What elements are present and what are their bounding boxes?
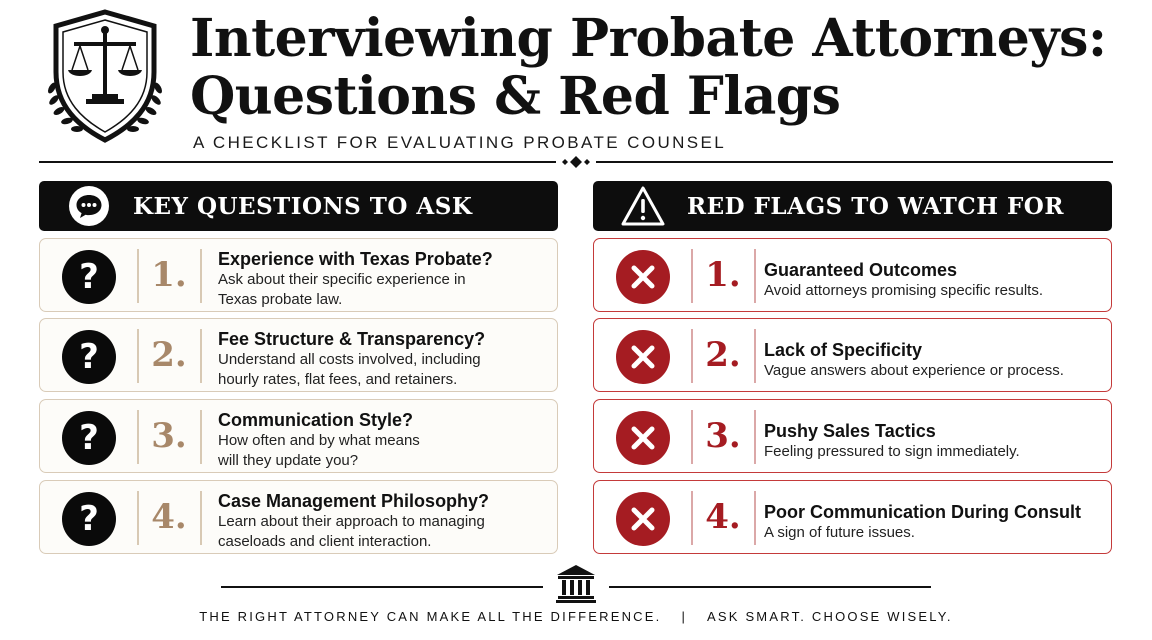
question-card-4 (39, 480, 558, 554)
question-description-line-2: caseloads and client interaction. (218, 533, 432, 550)
page-title (190, 10, 1107, 126)
question-description-line-1: Understand all costs involved, including (218, 351, 481, 368)
courthouse-icon (555, 563, 597, 603)
question-number: 3. (151, 416, 187, 456)
question-description-line-1: Ask about their specific experience in (218, 271, 466, 288)
footer-divider-right (609, 586, 931, 588)
svg-text:?: ? (79, 499, 99, 539)
question-card-3 (39, 399, 558, 473)
red-flag-title: Poor Communication During Consult (764, 502, 1081, 522)
question-description-line-1: How often and by what means (218, 432, 420, 449)
question-description-line-2: will they update you? (218, 452, 359, 469)
red-flag-card-3 (593, 399, 1112, 473)
question-description-line-1: Learn about their approach to managing (218, 513, 485, 530)
footer-tagline-left: THE RIGHT ATTORNEY CAN MAKE ALL THE DIFFERENCE. (199, 609, 662, 624)
red-flag-description: Vague answers about experience or process. (764, 362, 1064, 379)
scales-of-justice-emblem-icon (42, 8, 168, 146)
svg-text:?: ? (79, 337, 99, 377)
footer-tagline-right: ASK SMART. CHOOSE WISELY. (707, 609, 953, 624)
question-description-line-2: hourly rates, flat fees, and retainers. (218, 371, 458, 388)
footer-separator: | (681, 609, 688, 624)
svg-text:?: ? (79, 257, 99, 297)
x-mark-icon (616, 330, 670, 384)
chat-bubble-icon (67, 184, 111, 228)
question-mark-icon (62, 411, 116, 465)
red-flag-description: Avoid attorneys promising specific results. (764, 282, 1044, 299)
red-flag-number: 2. (705, 335, 741, 375)
red-flag-card-2 (593, 318, 1112, 392)
page-subtitle: A CHECKLIST FOR EVALUATING PROBATE COUNSEL (193, 133, 727, 152)
x-mark-icon (616, 250, 670, 304)
red-flag-description: Feeling pressured to sign immediately. (764, 443, 1020, 460)
page-title-line-1: Interviewing Probate Attorneys: (190, 8, 1107, 69)
x-mark-icon (616, 411, 670, 465)
x-mark-icon (616, 492, 670, 546)
page-title-line-2: Questions & Red Flags (190, 66, 841, 127)
question-number: 1. (151, 255, 187, 295)
red-flag-number: 4. (705, 497, 741, 537)
question-card-1 (39, 238, 558, 312)
red-flag-title: Lack of Specificity (764, 340, 923, 360)
red-flag-title: Guaranteed Outcomes (764, 260, 958, 280)
question-title: Fee Structure & Transparency? (218, 329, 486, 349)
header-divider-left (39, 161, 556, 163)
question-title: Case Management Philosophy? (218, 491, 490, 511)
question-number: 2. (151, 335, 187, 375)
footer-tagline (0, 609, 1152, 624)
red-flags-heading: RED FLAGS TO WATCH FOR (687, 192, 1064, 220)
question-card-2 (39, 318, 558, 392)
question-mark-icon (62, 492, 116, 546)
red-flags-header (593, 181, 1112, 231)
diamond-ornament-icon (558, 154, 594, 170)
question-mark-icon (62, 330, 116, 384)
question-title: Experience with Texas Probate? (218, 249, 493, 269)
red-flag-card-4 (593, 480, 1112, 554)
red-flag-number: 3. (705, 416, 741, 456)
question-description-line-2: Texas probate law. (218, 291, 343, 308)
questions-heading: KEY QUESTIONS TO ASK (133, 192, 473, 220)
red-flag-number: 1. (705, 255, 741, 295)
questions-header (39, 181, 558, 231)
red-flag-description: A sign of future issues. (764, 524, 915, 541)
warning-triangle-icon (621, 184, 665, 228)
footer-divider-left (221, 586, 543, 588)
red-flag-title: Pushy Sales Tactics (764, 421, 936, 441)
header-divider-right (596, 161, 1113, 163)
question-title: Communication Style? (218, 410, 414, 430)
red-flag-card-1 (593, 238, 1112, 312)
svg-text:?: ? (79, 418, 99, 458)
question-mark-icon (62, 250, 116, 304)
question-number: 4. (151, 497, 187, 537)
